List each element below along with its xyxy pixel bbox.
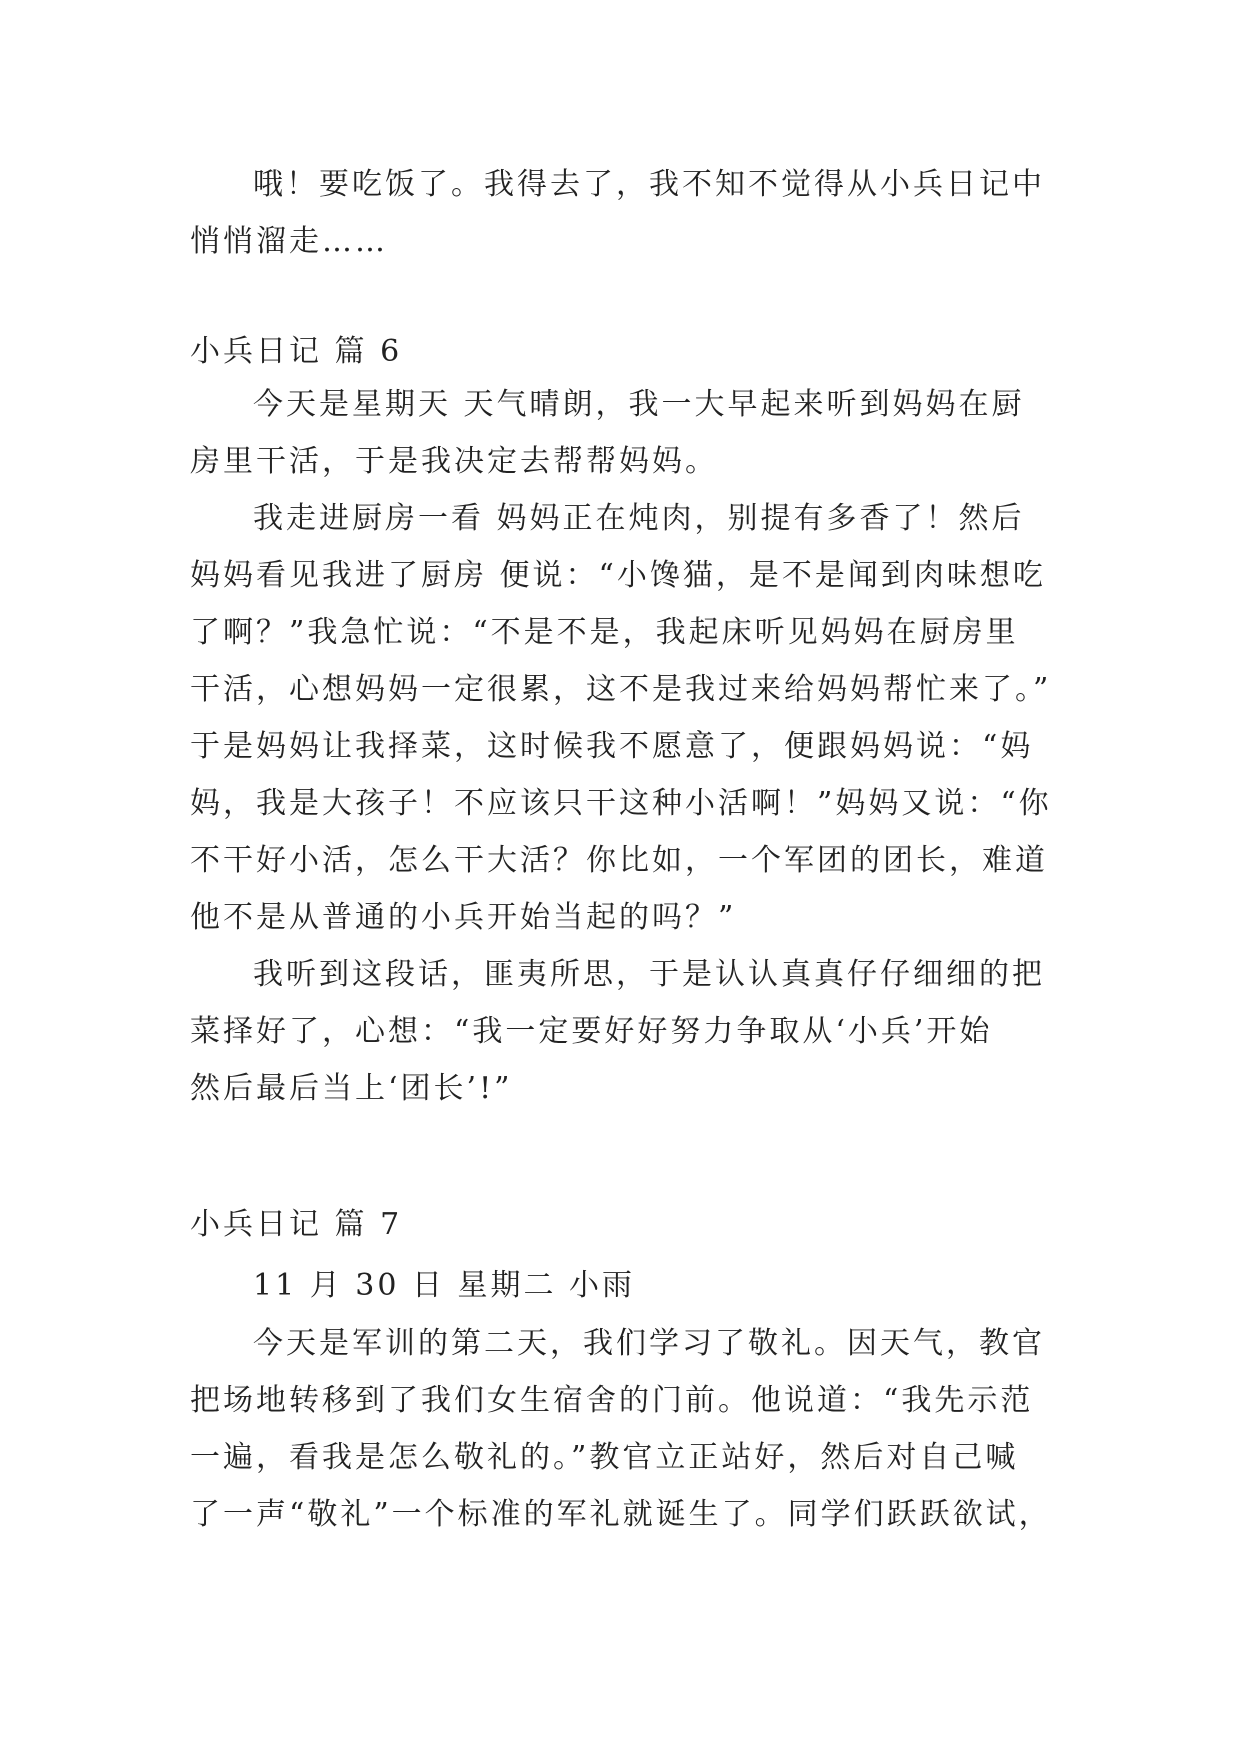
paragraph-line: 今天是星期天 天气晴朗，我一大早起来听到妈妈在厨	[253, 387, 1025, 422]
paragraph-line: 不干好小活，怎么干大活？你比如，一个军团的团长，难道	[190, 843, 1048, 878]
paragraph-line: 我听到这段话，匪夷所思，于是认认真真仔仔细细的把	[253, 957, 1045, 992]
paragraph-line: 妈，我是大孩子！不应该只干这种小活啊！”妈妈又说：“你	[190, 786, 1052, 821]
paragraph-line: 今天是军训的第二天，我们学习了敬礼。因天气，教官	[253, 1326, 1045, 1361]
paragraph-line: 他不是从普通的小兵开始当起的吗？”	[190, 900, 737, 935]
paragraph-line: 干活，心想妈妈一定很累，这不是我过来给妈妈帮忙来了。”	[190, 672, 1052, 707]
paragraph-line: 了啊？”我急忙说：“不是不是，我起床听见妈妈在厨房里	[190, 615, 1019, 650]
paragraph-line: 悄悄溜走……	[190, 224, 388, 259]
paragraph-line: 然后最后当上‘团长’!”	[190, 1071, 513, 1106]
paragraph-line: 菜择好了，心想：“我一定要好好努力争取从‘小兵’开始	[190, 1014, 993, 1049]
paragraph-line: 妈妈看见我进了厨房 便说：“小馋猫，是不是闻到肉味想吃	[190, 558, 1046, 593]
paragraph-line: 一遍，看我是怎么敬礼的。”教官立正站好，然后对自己喊	[190, 1440, 1019, 1475]
paragraph-line: 房里干活，于是我决定去帮帮妈妈。	[190, 444, 718, 479]
section-heading: 小兵日记 篇 7	[190, 1207, 403, 1242]
paragraph-line: 了一声“敬礼”一个标准的军礼就诞生了。同学们跃跃欲试，	[190, 1497, 1052, 1532]
paragraph-line: 于是妈妈让我择菜，这时候我不愿意了，便跟妈妈说：“妈	[190, 729, 1034, 764]
paragraph-line: 我走进厨房一看 妈妈正在炖肉，别提有多香了！然后	[253, 501, 1025, 536]
paragraph-line: 把场地转移到了我们女生宿舍的门前。他说道：“我先示范	[190, 1383, 1034, 1418]
date-line: 11 月 30 日 星期二 小雨	[253, 1268, 636, 1303]
section-heading: 小兵日记 篇 6	[190, 334, 403, 369]
paragraph-line: 哦！要吃饭了。我得去了，我不知不觉得从小兵日记中	[253, 167, 1045, 202]
